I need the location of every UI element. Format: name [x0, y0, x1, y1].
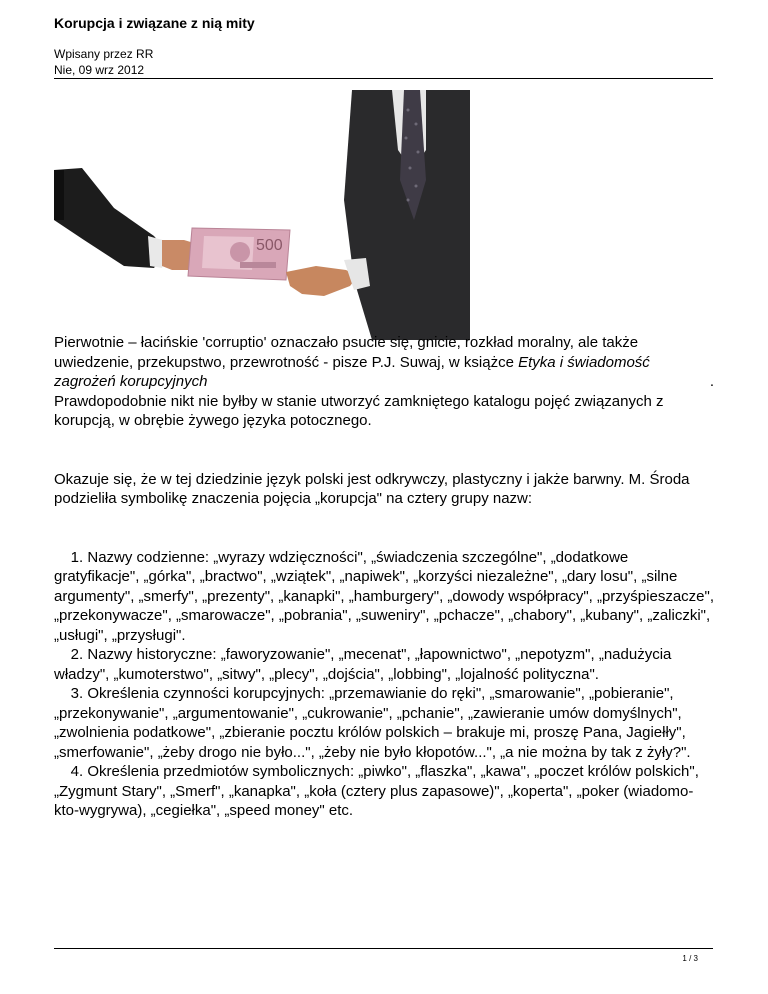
list-text: Określenia przedmiotów symbolicznych: „piwko", „flaszka", „kawa", „poczet królów polskich", „Zygmunt Stary", „Smerf", „kanapka", „koła (cztery plus zapasowe)", „koperta", „poker (wiadomo-kto-wygrywa), „cegiełka", „speed money" etc.	[54, 763, 699, 819]
name-groups-list	[54, 548, 714, 821]
intro-paragraph-3: Okazuje się, że w tej dziedzinie język polski jest odkrywczy, plastyczny i jakże barwny. M. Środa podzieliła symbolikę znaczenia pojęcia „korupcja" na cztery grupy nazw:	[54, 470, 690, 507]
author-line: Wpisany przez RR	[54, 47, 154, 61]
list-item	[54, 645, 714, 684]
list-text: Nazwy historyczne: „faworyzowanie", „mecenat", „łapownictwo", „nepotyzm", „nadużycia władzy", „kumoterstwo", „sitwy", „plecy", „dojścia", „lobbing", „lojalność polityczna".	[54, 646, 672, 683]
document-meta	[54, 46, 714, 78]
list-text: Nazwy codzienne: „wyrazy wdzięczności", „świadczenia szczególne", „dodatkowe gratyfikacje", „górka", „bractwo", „wziątek", „napiwek", „korzyści niezależne", „dary losu", „silne argumenty", „smerfy", „prezenty", „kanapki", „hamburgery", „dowody współpracy", „przyśpieszacze", „przekonywacze", „smarowacze", „pobrania", „suweniry", „pchacze", „chabory", „kubany", „zaliczki", „usługi", „przysługi".	[54, 548, 714, 644]
right-hand	[286, 266, 358, 296]
list-item	[54, 762, 714, 821]
book-title: Etyka i świadomość zagrożeń korupcyjnych	[54, 353, 650, 390]
page-number: 1 / 3	[682, 954, 698, 963]
list-item	[54, 548, 714, 646]
stray-dot: .	[709, 373, 714, 390]
banknote-icon	[188, 228, 290, 280]
bribery-photo	[54, 90, 470, 340]
document-title: Korupcja i związane z nią mity	[54, 15, 255, 31]
document-header	[54, 14, 714, 78]
intro-paragraph-1	[54, 333, 714, 392]
header-divider	[54, 78, 713, 79]
list-number: 2.	[70, 646, 84, 663]
date-line: Nie, 09 wrz 2012	[54, 63, 145, 77]
article-body	[54, 333, 714, 821]
intro-text: Pierwotnie – łacińskie 'corruptio' oznaczało psucie się, gnicie, rozkład moralny, ale także uwiedzenie, przekupstwo, przewrotność - pisze P.J. Suwaj, w książce	[54, 334, 639, 371]
list-number: 3.	[70, 685, 84, 702]
list-number: 1.	[70, 548, 84, 566]
footer-divider	[54, 948, 713, 949]
banknote-value: 500	[256, 237, 283, 254]
intro-paragraph-2: Prawdopodobnie nikt nie byłby w stanie utworzyć zamkniętego katalogu pojęć związanych z korupcją, w obrębie żywego języka potocznego.	[54, 392, 664, 429]
list-number: 4.	[70, 763, 84, 780]
list-item	[54, 684, 714, 762]
list-text: Określenia czynności korupcyjnych: „przemawianie do ręki", „smarowanie", „pobieranie", „przekonywanie", „argumentowanie", „cukrowanie", „pchanie", „zawieranie umów domyślnych", „zwolnienia podatkowe", „zbieranie pocztu królów polskich – brakuje mi, proszę Pana, Jagiełły", „smerfowanie", „żeby drogo nie było...", „żeby nie było kłopotów...", „a nie można by tak z żyły?".	[54, 685, 691, 761]
